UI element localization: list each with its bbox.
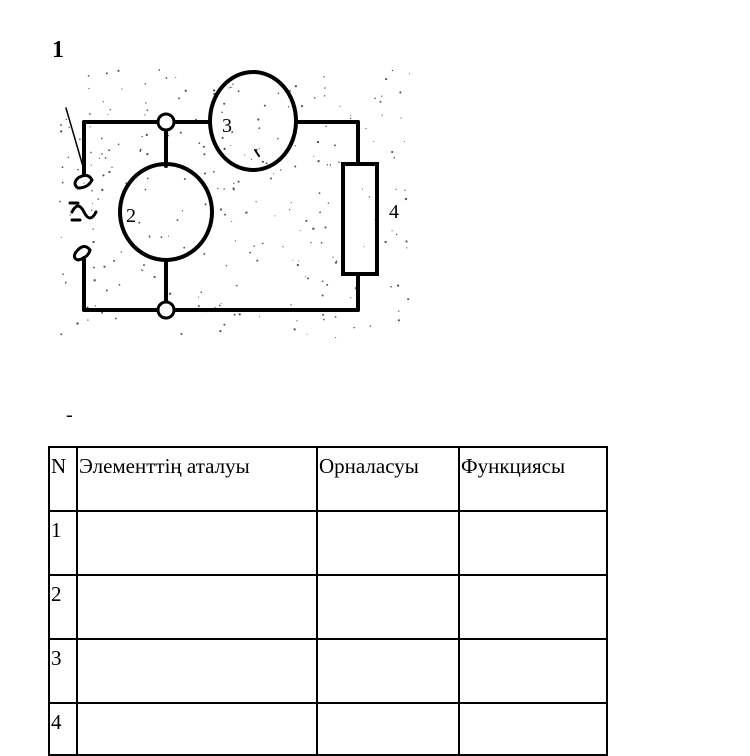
ac-terminal-bottom-icon — [74, 246, 90, 260]
row-number: 4 — [49, 703, 77, 755]
noise-dot — [392, 70, 393, 71]
noise-dot — [233, 189, 235, 191]
noise-dot — [180, 333, 182, 335]
noise-dot — [259, 316, 260, 317]
noise-dot — [145, 102, 146, 103]
noise-dot — [223, 148, 225, 150]
noise-dot — [101, 138, 103, 140]
noise-dot — [83, 183, 84, 184]
noise-dot — [158, 69, 160, 71]
noise-dot — [235, 240, 236, 241]
noise-dot — [390, 286, 392, 288]
noise-dot — [330, 164, 332, 166]
noise-dot — [274, 215, 275, 216]
noise-dot — [198, 305, 200, 307]
noise-dot — [245, 211, 247, 213]
noise-dot — [325, 126, 326, 127]
noise-dot — [99, 158, 100, 159]
noise-dot — [223, 103, 225, 105]
noise-dot — [101, 312, 103, 314]
noise-dot — [277, 138, 279, 140]
noise-dot — [298, 260, 299, 261]
noise-dot — [353, 327, 355, 329]
noise-dot — [396, 189, 397, 190]
noise-dot — [198, 142, 200, 144]
noise-dot — [175, 77, 176, 78]
noise-dot — [97, 198, 99, 200]
dash-mark: - — [66, 404, 73, 426]
noise-dot — [228, 87, 229, 88]
noise-dot — [118, 144, 120, 146]
task-number: 1 — [52, 37, 64, 63]
noise-dot — [203, 253, 205, 255]
noise-dot — [62, 273, 64, 275]
noise-dot — [324, 95, 325, 96]
noise-dot — [101, 153, 103, 155]
noise-dot — [165, 77, 167, 79]
noise-dot — [60, 130, 62, 132]
noise-dot — [144, 114, 145, 115]
noise-dot — [295, 85, 297, 87]
noise-dot — [289, 209, 290, 210]
noise-dot — [105, 157, 107, 159]
noise-dot — [249, 252, 251, 254]
noise-dot — [291, 202, 292, 203]
noise-dot — [106, 72, 108, 74]
noise-dot — [407, 298, 409, 300]
noise-dot — [147, 178, 149, 180]
noise-dot — [115, 318, 117, 320]
node-bottom — [158, 302, 174, 318]
noise-dot — [65, 283, 66, 284]
noise-dot — [307, 277, 309, 279]
noise-dot — [332, 256, 333, 257]
noise-dot — [305, 220, 307, 222]
noise-dot — [401, 117, 402, 118]
noise-dot — [59, 201, 61, 203]
noise-dot — [297, 264, 299, 266]
noise-dot — [169, 293, 171, 295]
label-2: 2 — [126, 205, 136, 227]
cell-location[interactable] — [317, 639, 459, 703]
noise-dot — [224, 214, 226, 216]
noise-dot — [178, 97, 180, 99]
noise-dot — [113, 260, 115, 262]
noise-dot — [87, 319, 88, 320]
noise-dot — [223, 188, 225, 190]
noise-dot — [117, 70, 119, 72]
cell-function[interactable] — [459, 511, 607, 575]
noise-dot — [406, 247, 407, 248]
noise-dot — [154, 276, 156, 278]
noise-dot — [398, 311, 399, 312]
noise-dot — [145, 189, 147, 191]
noise-dot — [237, 181, 239, 183]
noise-dot — [258, 127, 260, 129]
noise-dot — [244, 154, 245, 155]
cell-location[interactable] — [317, 703, 459, 755]
row-number: 2 — [49, 575, 77, 639]
noise-dot — [222, 137, 224, 139]
cell-location[interactable] — [317, 511, 459, 575]
noise-dot — [91, 165, 92, 166]
noise-dot — [321, 242, 323, 244]
noise-dot — [89, 113, 91, 115]
noise-dot — [384, 241, 386, 243]
noise-dot — [257, 118, 259, 120]
noise-dot — [203, 146, 205, 148]
noise-dot — [294, 328, 296, 330]
noise-dot — [373, 141, 374, 142]
noise-dot — [362, 189, 363, 190]
noise-dot — [312, 228, 314, 230]
noise-dot — [374, 98, 376, 100]
noise-dot — [404, 190, 405, 191]
noise-dot — [142, 270, 143, 271]
label-3: 3 — [222, 115, 232, 137]
noise-dot — [161, 236, 163, 238]
noise-dot — [102, 174, 104, 176]
noise-dot — [145, 83, 147, 85]
cell-element-name[interactable] — [77, 511, 317, 575]
cell-location[interactable] — [317, 575, 459, 639]
noise-dot — [288, 106, 289, 107]
noise-dot — [60, 333, 62, 335]
noise-dot — [149, 237, 150, 238]
noise-dot — [322, 280, 324, 282]
noise-dot — [221, 111, 223, 113]
noise-dot — [319, 192, 321, 194]
noise-dot — [262, 161, 264, 163]
noise-dot — [392, 230, 393, 231]
noise-dot — [88, 88, 89, 89]
noise-dot — [335, 316, 337, 318]
cell-element-name[interactable] — [77, 639, 317, 703]
noise-dot — [239, 313, 241, 315]
noise-dot — [111, 167, 112, 168]
noise-dot — [223, 324, 225, 326]
noise-dot — [182, 210, 183, 211]
noise-dot — [295, 145, 296, 146]
noise-dot — [397, 284, 399, 286]
noise-dot — [256, 260, 258, 262]
noise-dot — [370, 325, 372, 327]
row-number: 1 — [49, 511, 77, 575]
noise-dot — [94, 279, 96, 281]
noise-dot — [103, 266, 105, 268]
noise-dot — [350, 117, 351, 118]
noise-dot — [405, 198, 407, 200]
noise-dot — [251, 159, 252, 160]
noise-dot — [296, 320, 297, 321]
noise-dot — [143, 264, 145, 266]
circuit-diagram — [0, 0, 450, 440]
noise-dot — [305, 276, 306, 277]
cell-function[interactable] — [459, 575, 607, 639]
noise-dot — [262, 243, 264, 245]
noise-dot — [61, 237, 62, 238]
noise-dot — [317, 160, 319, 162]
noise-dot — [77, 169, 79, 171]
noise-dot — [87, 306, 89, 308]
noise-dot — [280, 169, 281, 170]
header-function: Функциясы — [459, 447, 607, 511]
noise-dot — [198, 297, 199, 298]
row-number: 3 — [49, 639, 77, 703]
cell-function[interactable] — [459, 639, 607, 703]
noise-dot — [185, 90, 187, 92]
noise-dot — [230, 87, 232, 89]
noise-dot — [391, 151, 393, 153]
noise-dot — [307, 334, 308, 335]
noise-dot — [60, 124, 62, 126]
noise-dot — [66, 119, 67, 120]
noise-dot — [140, 149, 142, 151]
noise-dot — [313, 156, 314, 157]
noise-dot — [317, 141, 319, 143]
noise-dot — [322, 294, 324, 296]
noise-dot — [382, 115, 383, 116]
noise-dot — [324, 87, 326, 89]
resistor-4 — [343, 164, 377, 274]
header-element-name: Элементтің аталуы — [77, 447, 317, 511]
noise-dot — [147, 109, 149, 111]
header-location: Орналасуы — [317, 447, 459, 511]
noise-dot — [380, 101, 382, 103]
noise-dot — [88, 75, 90, 77]
noise-dot — [310, 242, 311, 243]
noise-dot — [339, 106, 340, 107]
noise-dot — [393, 157, 395, 159]
header-n: N — [49, 447, 77, 511]
noise-dot — [396, 234, 397, 235]
noise-dot — [183, 247, 185, 249]
noise-dot — [266, 162, 268, 164]
ac-terminal-top-icon — [75, 175, 92, 188]
noise-dot — [405, 240, 407, 242]
noise-dot — [91, 190, 93, 192]
noise-dot — [108, 149, 110, 151]
noise-dot — [103, 101, 104, 102]
noise-dot — [381, 95, 382, 96]
noise-dot — [322, 314, 324, 316]
noise-dot — [219, 330, 221, 332]
noise-dot — [273, 173, 274, 174]
noise-dot — [65, 282, 67, 284]
noise-dot — [177, 219, 179, 221]
noise-dot — [294, 165, 296, 167]
noise-dot — [121, 88, 122, 89]
noise-dot — [326, 284, 328, 286]
label-4: 4 — [389, 201, 399, 223]
noise-dot — [334, 144, 336, 146]
noise-dot — [220, 208, 222, 210]
noise-dot — [146, 153, 148, 155]
noise-dot — [139, 151, 141, 153]
ac-wave-icon — [72, 206, 96, 218]
noise-dot — [278, 93, 280, 95]
table-row — [49, 511, 607, 575]
noise-dot — [90, 126, 91, 127]
noise-dot — [264, 105, 266, 107]
noise-dot — [385, 78, 387, 80]
noise-dot — [213, 171, 215, 173]
noise-dot — [292, 260, 293, 261]
table-row — [49, 703, 607, 755]
noise-dot — [335, 261, 337, 263]
noise-dot — [180, 132, 182, 134]
noise-dot — [146, 134, 148, 136]
noise-dot — [213, 89, 215, 91]
noise-dot — [101, 189, 103, 191]
noise-dot — [149, 235, 151, 237]
noise-dot — [184, 178, 186, 180]
noise-dot — [92, 228, 93, 229]
noise-dot — [110, 109, 111, 110]
noise-dot — [327, 164, 328, 165]
noise-dot — [338, 161, 340, 163]
noise-dot — [282, 246, 283, 247]
noise-dot — [301, 105, 303, 107]
noise-dot — [233, 183, 234, 184]
noise-dot — [221, 303, 222, 304]
noise-dot — [319, 212, 321, 214]
noise-dot — [364, 246, 365, 247]
noise-dot — [204, 172, 206, 174]
noise-dot — [232, 83, 233, 84]
noise-dot — [68, 157, 70, 159]
noise-dot — [141, 269, 142, 270]
noise-dot — [69, 214, 70, 215]
noise-dot — [106, 290, 108, 292]
table-header-row — [49, 447, 607, 511]
cell-function[interactable] — [459, 703, 607, 755]
noise-dot — [234, 314, 236, 316]
cell-element-name[interactable] — [77, 575, 317, 639]
noise-dot — [62, 182, 64, 184]
noise-dot — [217, 188, 218, 189]
noise-dot — [62, 166, 64, 168]
noise-dot — [91, 210, 92, 211]
elements-table — [48, 446, 608, 756]
noise-dot — [236, 285, 238, 287]
noise-dot — [94, 267, 95, 268]
noise-dot — [231, 221, 232, 222]
noise-dot — [230, 145, 231, 146]
pointer-line — [66, 108, 84, 170]
noise-dot — [219, 305, 221, 307]
noise-dot — [238, 90, 240, 92]
noise-dot — [200, 292, 202, 294]
noise-dot — [365, 128, 366, 129]
noise-dot — [108, 171, 110, 173]
noise-dot — [369, 196, 370, 197]
noise-dot — [314, 97, 316, 99]
noise-dot — [335, 337, 336, 338]
noise-dot — [226, 265, 227, 266]
noise-dot — [255, 201, 256, 202]
table-row — [49, 639, 607, 703]
noise-dot — [138, 222, 140, 224]
noise-dot — [107, 114, 108, 115]
noise-dot — [323, 319, 325, 321]
cell-element-name[interactable] — [77, 703, 317, 755]
noise-dot — [350, 115, 351, 116]
noise-dot — [290, 304, 291, 305]
node-top — [158, 114, 174, 130]
table-row — [49, 575, 607, 639]
noise-dot — [253, 245, 255, 247]
noise-dot — [79, 138, 81, 140]
noise-dot — [95, 305, 96, 306]
noise-dot — [141, 136, 143, 138]
noise-dot — [203, 153, 205, 155]
noise-dot — [399, 91, 401, 93]
noise-dot — [409, 73, 410, 74]
noise-dot — [92, 241, 94, 243]
noise-dot — [404, 141, 405, 142]
noise-dot — [168, 236, 169, 237]
noise-dot — [398, 319, 400, 321]
noise-dot — [328, 202, 329, 203]
noise-dot — [121, 251, 122, 252]
noise-dot — [300, 230, 301, 231]
noise-dot — [76, 322, 78, 324]
noise-dot — [324, 226, 326, 228]
noise-dot — [69, 127, 70, 128]
noise-dot — [92, 203, 93, 204]
noise-dot — [119, 284, 121, 286]
noise-dot — [323, 76, 324, 77]
noise-dot — [259, 148, 260, 149]
noise-dot — [270, 177, 272, 179]
noise-dot — [90, 152, 92, 154]
noise-dot — [350, 297, 351, 298]
noise-dot — [205, 203, 207, 205]
